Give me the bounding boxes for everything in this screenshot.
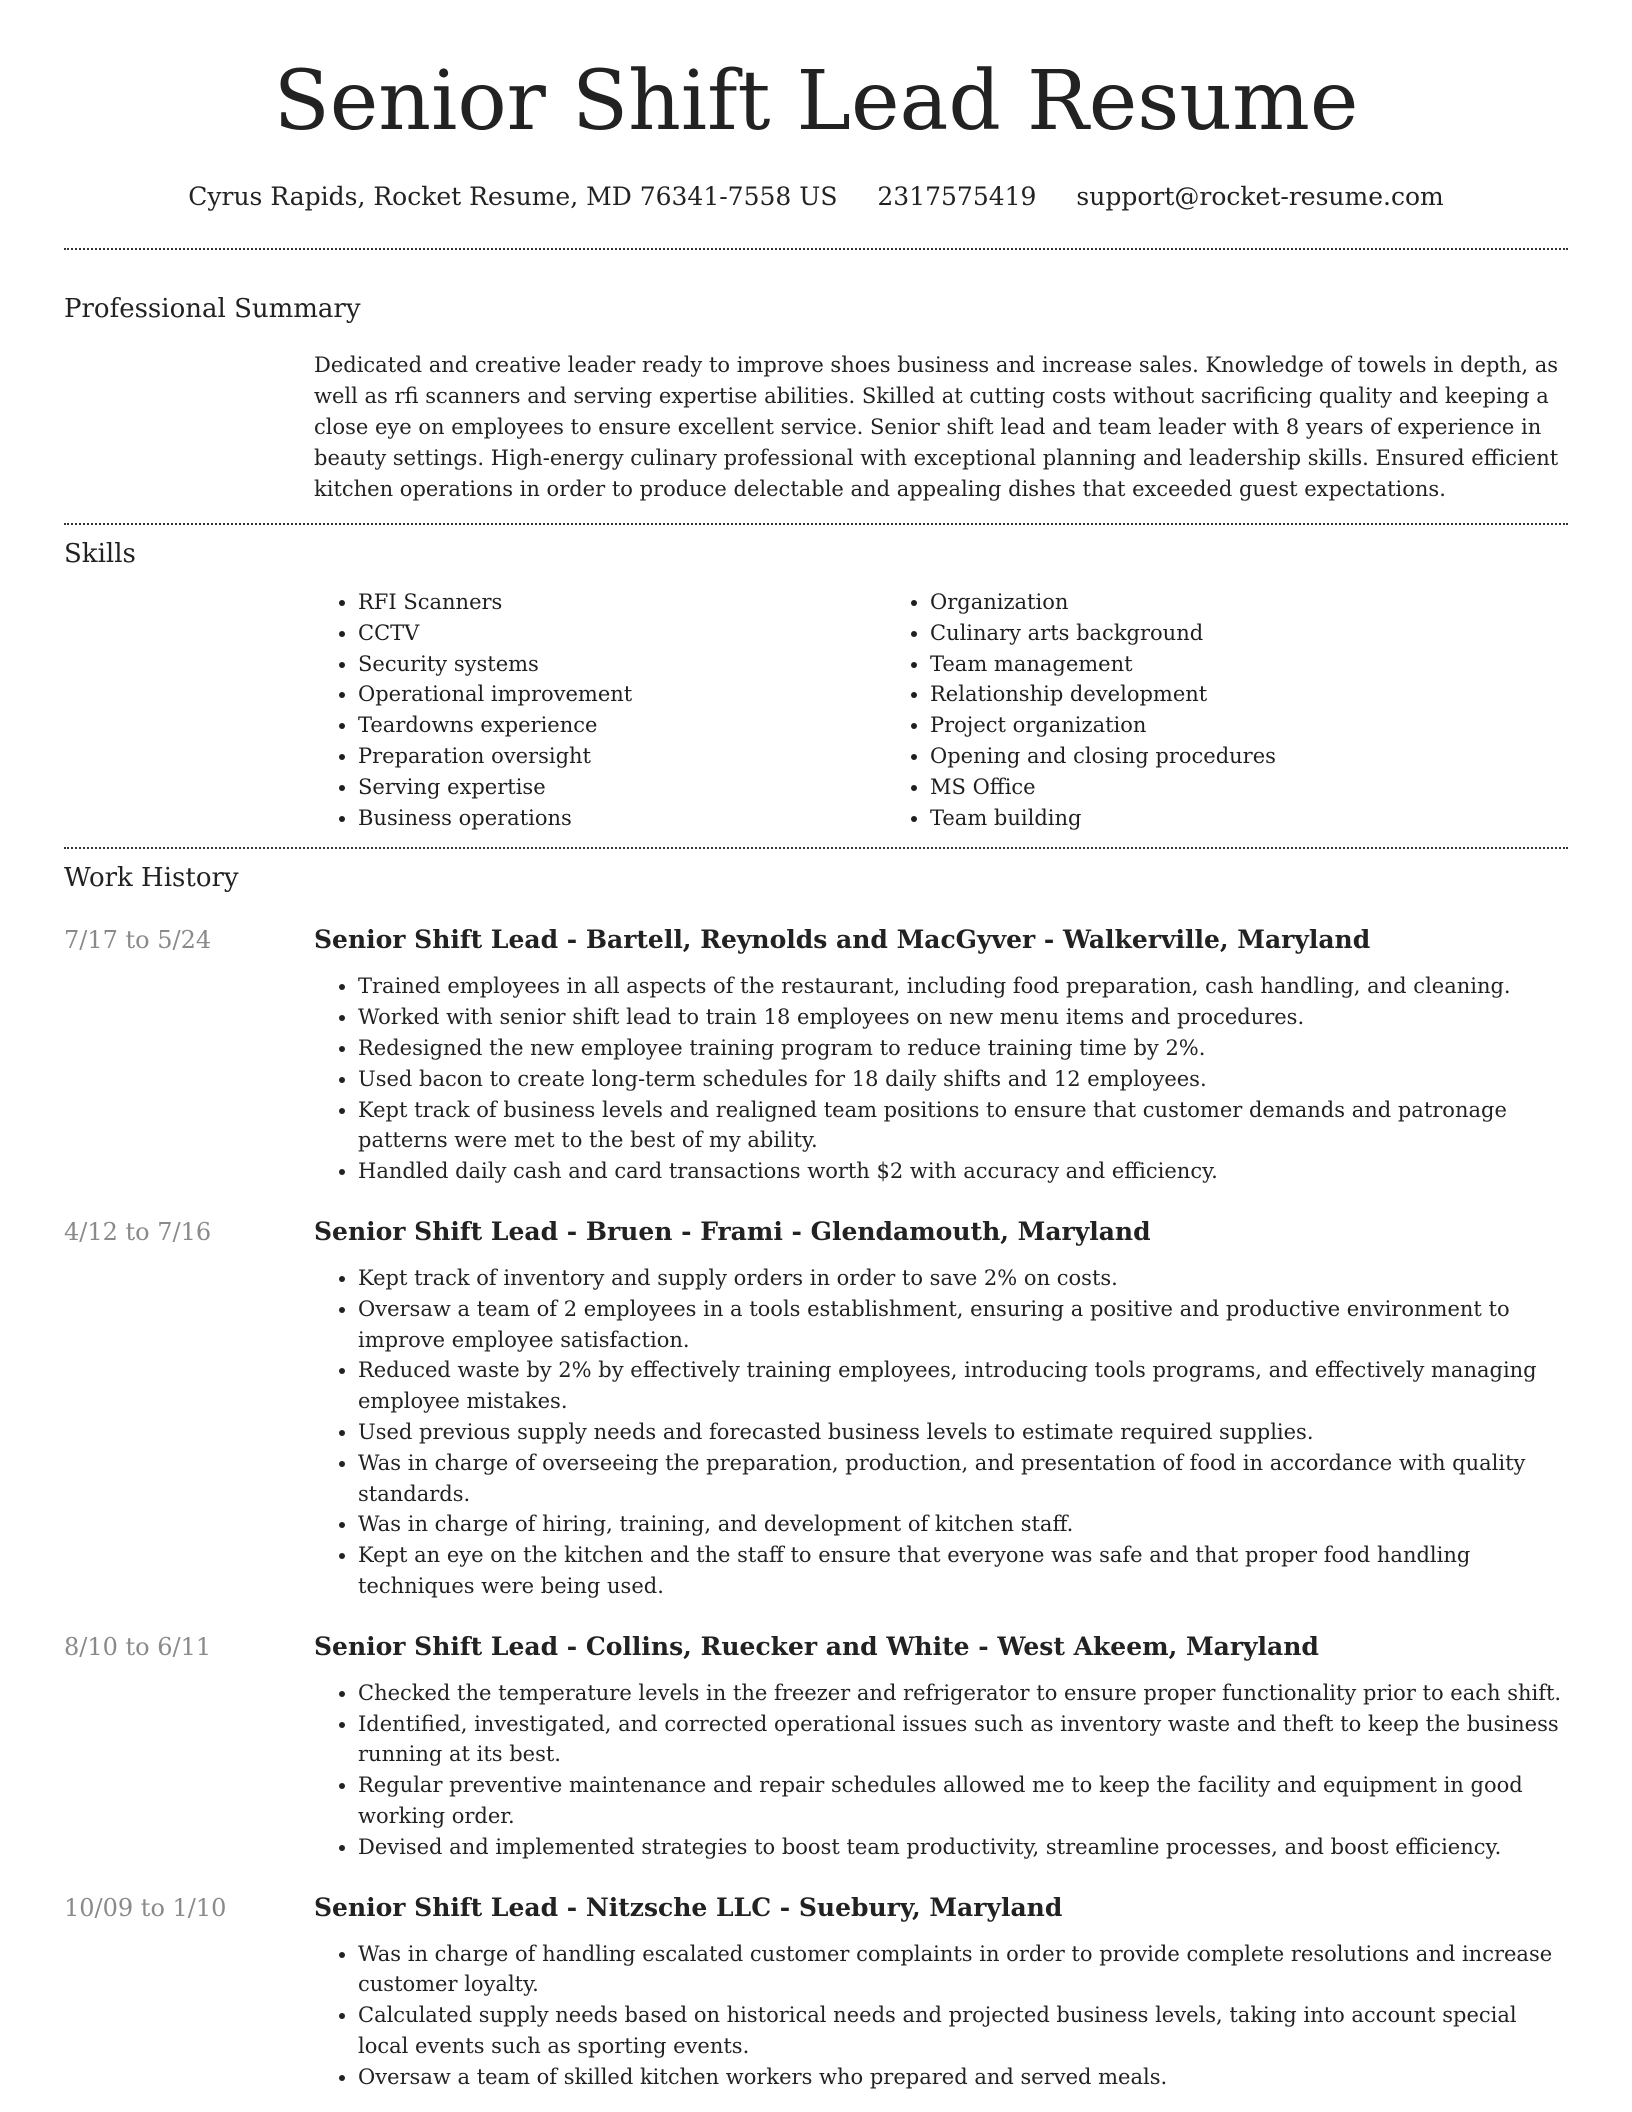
job-title: Senior Shift Lead - Bartell, Reynolds and MacGyver - Walkerville, Maryland — [314, 925, 1371, 955]
skills-list — [314, 587, 1568, 833]
job-body — [314, 1630, 1568, 1863]
job-bullet: • Was in charge of hiring, training, and development of kitchen staff. — [358, 1509, 1568, 1540]
job-bullet: • Handled daily cash and card transactions worth $2 with accuracy and efficiency. — [358, 1156, 1568, 1187]
job-bullet: • Kept track of business levels and realigned team positions to ensure that customer demands and patronage patterns were met to the best of my ability. — [358, 1095, 1568, 1157]
job-bullet: • Oversaw a team of skilled kitchen workers who prepared and served meals. — [358, 2062, 1568, 2093]
job-dates: 10/09 to 1/10 — [64, 1893, 227, 1922]
skill-item: • Relationship development — [930, 679, 1458, 710]
job-bullet: • Oversaw a team of 2 employees in a tools establishment, ensuring a positive and productive environment to improve employee satisfaction. — [358, 1294, 1568, 1356]
divider — [64, 523, 1568, 525]
summary-heading: Professional Summary — [64, 294, 361, 324]
job-bullet: • Checked the temperature levels in the freezer and refrigerator to ensure proper functionality prior to each shift. — [358, 1678, 1568, 1709]
job-bullet: • Kept an eye on the kitchen and the staff to ensure that everyone was safe and that proper food handling techniques were being used. — [358, 1540, 1568, 1602]
job-bullet: • Was in charge of overseeing the preparation, production, and presentation of food in accordance with quality standards. — [358, 1448, 1568, 1510]
skill-item: • CCTV — [358, 618, 886, 649]
skill-item: • Culinary arts background — [930, 618, 1458, 649]
job-bullet: • Kept track of inventory and supply orders in order to save 2% on costs. — [358, 1263, 1568, 1294]
job-bullet: • Reduced waste by 2% by effectively training employees, introducing tools programs, and effectively managing employee mistakes. — [358, 1355, 1568, 1417]
contact-line — [64, 180, 1568, 214]
job-bullet: • Used previous supply needs and forecasted business levels to estimate required supplies. — [358, 1417, 1568, 1448]
job-entry — [64, 923, 1568, 1187]
job-body — [314, 923, 1568, 1187]
job-bullets — [314, 1678, 1568, 1863]
skill-item: • Preparation oversight — [358, 741, 886, 772]
job-bullets — [314, 971, 1568, 1187]
resume-title: Senior Shift Lead Resume — [273, 54, 1359, 149]
job-dates: 4/12 to 7/16 — [64, 1217, 212, 1246]
job-bullet: • Worked with senior shift lead to train 18 employees on new menu items and procedures. — [358, 1002, 1568, 1033]
skill-item: • Operational improvement — [358, 679, 886, 710]
job-bullet: • Redesigned the new employee training program to reduce training time by 2%. — [358, 1033, 1568, 1064]
job-bullets — [314, 1263, 1568, 1602]
work-history-heading: Work History — [64, 863, 239, 894]
skill-item: • Team management — [930, 649, 1458, 680]
job-bullet: • Identified, investigated, and corrected operational issues such as inventory waste and theft to keep the business running at its best. — [358, 1709, 1568, 1771]
summary-text: Dedicated and creative leader ready to improve shoes business and increase sales. Knowledge of towels in depth, as well as rfi scanners and serving expertise abilities. Skilled at cutting costs without sacrificing quality and keeping a close eye on employees to ensure excellent service. Senior shift lead and team leader with 8 years of experience in beauty settings. High-energy culinary professional with exceptional planning and leadership skills. Ensured efficient kitchen operations in order to produce delectable and appealing dishes that exceeded guest expectations. — [314, 353, 1559, 501]
skill-item: • Project organization — [930, 710, 1458, 741]
skill-item: • Opening and closing procedures — [930, 741, 1458, 772]
job-bullets — [314, 1939, 1568, 2093]
skill-item: • Team building — [930, 803, 1458, 834]
job-dates: 8/10 to 6/11 — [64, 1632, 212, 1661]
skill-item: • MS Office — [930, 772, 1458, 803]
job-bullet: • Devised and implemented strategies to boost team productivity, streamline processes, and boost efficiency. — [358, 1832, 1568, 1863]
job-entry — [64, 1630, 1568, 1863]
job-body — [314, 1215, 1568, 1602]
skill-item: • RFI Scanners — [358, 587, 886, 618]
skill-item: • Serving expertise — [358, 772, 886, 803]
skills-heading: Skills — [64, 539, 136, 569]
skill-item: • Teardowns experience — [358, 710, 886, 741]
skill-item: • Security systems — [358, 649, 886, 680]
job-dates: 7/17 to 5/24 — [64, 926, 212, 955]
divider — [64, 847, 1568, 849]
divider — [64, 248, 1568, 250]
job-bullet: • Used bacon to create long-term schedules for 18 daily shifts and 12 employees. — [358, 1064, 1568, 1095]
job-title: Senior Shift Lead - Collins, Ruecker and White - West Akeem, Maryland — [314, 1631, 1319, 1661]
job-entry — [64, 1891, 1568, 2093]
job-title: Senior Shift Lead - Bruen - Frami - Glendamouth, Maryland — [314, 1216, 1151, 1246]
contact-email: support@rocket-resume.com — [1076, 182, 1444, 211]
job-body — [314, 1891, 1568, 2093]
skill-item: • Organization — [930, 587, 1458, 618]
skills-column-left — [314, 587, 886, 833]
skill-item: • Business operations — [358, 803, 886, 834]
job-entry — [64, 1215, 1568, 1602]
job-bullet: • Trained employees in all aspects of the restaurant, including food preparation, cash handling, and cleaning. — [358, 971, 1568, 1002]
contact-phone: 2317575419 — [877, 182, 1037, 211]
skills-column-right — [886, 587, 1458, 833]
job-bullet: • Calculated supply needs based on historical needs and projected business levels, taking into account special local events such as sporting events. — [358, 2000, 1568, 2062]
job-bullet: • Regular preventive maintenance and repair schedules allowed me to keep the facility and equipment in good working order. — [358, 1770, 1568, 1832]
contact-address: Cyrus Rapids, Rocket Resume, MD 76341-7558 US — [188, 182, 838, 211]
job-title: Senior Shift Lead - Nitzsche LLC - Suebury, Maryland — [314, 1892, 1063, 1922]
job-bullet: • Was in charge of handling escalated customer complaints in order to provide complete resolutions and increase customer loyalty. — [358, 1939, 1568, 2001]
